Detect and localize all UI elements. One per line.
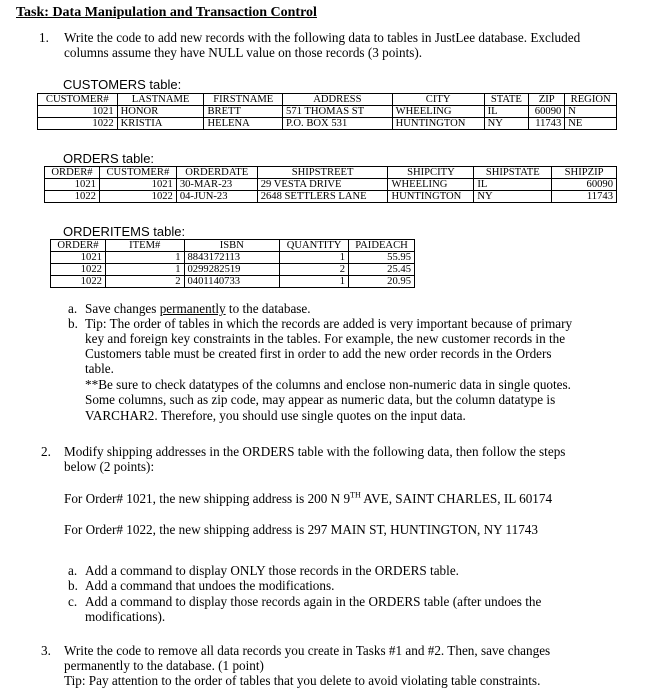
orderitems-cell: 8843172113 <box>184 252 280 264</box>
customers-row <box>38 118 617 130</box>
customers-table-label: CUSTOMERS table: <box>63 77 182 92</box>
orders-row <box>45 179 617 191</box>
q1-text-line1: Write the code to add new records with the following data to tables in JustLee database. Excluded <box>64 30 581 45</box>
orders-header-cell: SHIPCITY <box>388 167 474 179</box>
q2-item-c-line1: Add a command to display those records again in the ORDERS table (after undoes the <box>85 594 542 609</box>
customers-header-row <box>38 94 617 106</box>
orders-cell: 04-JUN-23 <box>176 191 257 203</box>
orderitems-cell: 1021 <box>51 252 106 264</box>
orderitems-table-label: ORDERITEMS table: <box>63 224 186 239</box>
orders-cell: 2648 SETTLERS LANE <box>257 191 388 203</box>
q2-item-c-marker: c. <box>68 594 78 609</box>
orders-cell: 11743 <box>552 191 617 203</box>
orderitems-row <box>51 264 415 276</box>
q2-item-b-text: Add a command that undoes the modifications. <box>85 578 335 593</box>
orderitems-cell: 0401140733 <box>184 276 280 288</box>
q3-text-line1: Write the code to remove all data records you create in Tasks #1 and #2. Then, save changes <box>64 643 551 658</box>
orderitems-header-row <box>51 240 415 252</box>
customers-cell: 571 THOMAS ST <box>283 106 393 118</box>
q1-item-a-text-pre: Save changes <box>85 301 160 316</box>
orders-header-cell: SHIPSTREET <box>257 167 388 179</box>
orderitems-header-cell: ISBN <box>184 240 280 252</box>
orderitems-cell: 2 <box>105 276 184 288</box>
orderitems-table <box>50 239 415 288</box>
orderitems-cell: 1022 <box>51 276 106 288</box>
customers-cell: 1022 <box>38 118 118 130</box>
q3-text-line3: Tip: Pay attention to the order of tables that you delete to avoid violating table constraints. <box>64 673 541 688</box>
orders-header-cell: SHIPZIP <box>552 167 617 179</box>
customers-cell: WHEELING <box>392 106 484 118</box>
q2-item-c-line2: modifications). <box>85 609 166 624</box>
orderitems-header-cell: PAIDEACH <box>349 240 415 252</box>
orders-table <box>44 166 617 203</box>
orderitems-row <box>51 252 415 264</box>
orderitems-header-cell: QUANTITY <box>280 240 349 252</box>
orderitems-row <box>51 276 415 288</box>
orders-cell: IL <box>474 179 552 191</box>
orders-header-row <box>45 167 617 179</box>
orderitems-cell: 55.95 <box>349 252 415 264</box>
orders-header-cell: CUSTOMER# <box>99 167 176 179</box>
q1-item-b-line6: Some columns, such as zip code, may appear as numeric data, but the column datatype is <box>85 392 556 407</box>
orders-cell: 1022 <box>99 191 176 203</box>
orders-cell: NY <box>474 191 552 203</box>
customers-header-cell: CITY <box>392 94 484 106</box>
orders-cell: WHEELING <box>388 179 474 191</box>
q3-text-line2: permanently to the database. (1 point) <box>64 658 264 673</box>
q2-text-line2: below (2 points): <box>64 459 155 474</box>
customers-row <box>38 106 617 118</box>
q2-order1021-text-pre: For Order# 1021, the new shipping address is 200 N 9 <box>64 491 351 506</box>
customers-cell: HONOR <box>117 106 204 118</box>
customers-header-cell: LASTNAME <box>117 94 204 106</box>
orderitems-header-cell: ORDER# <box>51 240 106 252</box>
orders-cell: 1022 <box>45 191 100 203</box>
q2-item-a-marker: a. <box>68 563 78 578</box>
task-title: Task: Data Manipulation and Transaction Control <box>16 5 317 20</box>
orderitems-cell: 0299282519 <box>184 264 280 276</box>
orderitems-cell: 1 <box>105 264 184 276</box>
orders-cell: 29 VESTA DRIVE <box>257 179 388 191</box>
q1-item-a-marker: a. <box>68 301 78 316</box>
customers-cell: P.O. BOX 531 <box>283 118 393 130</box>
q1-item-b-line2: key and foreign key constraints in the tables. For example, the new customer records in the <box>85 331 566 346</box>
orderitems-cell: 1 <box>105 252 184 264</box>
orders-cell: HUNTINGTON <box>388 191 474 203</box>
customers-header-cell: REGION <box>565 94 617 106</box>
q1-item-b-line5: **Be sure to check datatypes of the columns and enclose non-numeric data in single quotes. <box>85 377 571 392</box>
q3-number: 3. <box>41 643 51 658</box>
orders-header-cell: ORDER# <box>45 167 100 179</box>
customers-cell: BRETT <box>204 106 283 118</box>
customers-header-cell: CUSTOMER# <box>38 94 118 106</box>
q2-order1021-superscript: TH <box>350 490 361 500</box>
q1-number: 1. <box>39 30 49 45</box>
customers-cell: HUNTINGTON <box>392 118 484 130</box>
orderitems-cell: 1022 <box>51 264 106 276</box>
q1-item-b-line3: Customers table must be created first in order to add the new order records in the Orders <box>85 346 552 361</box>
q2-order1021-text-post: AVE, SAINT CHARLES, IL 60174 <box>360 491 553 506</box>
orders-cell: 60090 <box>552 179 617 191</box>
q2-order1022-address: For Order# 1022, the new shipping address is 297 MAIN ST, HUNTINGTON, NY 11743 <box>64 522 538 537</box>
customers-cell: 1021 <box>38 106 118 118</box>
customers-cell: 60090 <box>529 106 565 118</box>
q1-item-a-text-post: to the database. <box>225 301 311 316</box>
q1-item-b-line4: table. <box>85 361 114 376</box>
customers-cell: N <box>565 106 617 118</box>
orderitems-cell: 1 <box>280 276 349 288</box>
customers-header-cell: FIRSTNAME <box>204 94 283 106</box>
q2-item-b-marker: b. <box>68 578 78 593</box>
customers-cell: NY <box>484 118 528 130</box>
orderitems-cell: 1 <box>280 252 349 264</box>
orders-table-label: ORDERS table: <box>63 151 155 166</box>
customers-header-cell: STATE <box>484 94 528 106</box>
orderitems-header-cell: ITEM# <box>105 240 184 252</box>
customers-cell: IL <box>484 106 528 118</box>
customers-table <box>37 93 617 130</box>
customers-cell: KRISTIA <box>117 118 204 130</box>
orders-row <box>45 191 617 203</box>
q2-number: 2. <box>41 444 51 459</box>
q1-item-b-line7: VARCHAR2. Therefore, you should use single quotes on the input data. <box>85 408 466 423</box>
customers-cell: HELENA <box>204 118 283 130</box>
orders-cell: 1021 <box>45 179 100 191</box>
orders-header-cell: ORDERDATE <box>176 167 257 179</box>
orders-cell: 1021 <box>99 179 176 191</box>
orders-cell: 30-MAR-23 <box>176 179 257 191</box>
orderitems-cell: 2 <box>280 264 349 276</box>
q1-item-b-marker: b. <box>68 316 78 331</box>
q2-item-a-text: Add a command to display ONLY those records in the ORDERS table. <box>85 563 459 578</box>
orderitems-cell: 20.95 <box>349 276 415 288</box>
orders-header-cell: SHIPSTATE <box>474 167 552 179</box>
customers-header-cell: ZIP <box>529 94 565 106</box>
q2-order1021-address <box>64 491 552 507</box>
orderitems-cell: 25.45 <box>349 264 415 276</box>
customers-cell: NE <box>565 118 617 130</box>
q1-text-line2: columns assume they have NULL value on those records (3 points). <box>64 45 423 60</box>
customers-header-cell: ADDRESS <box>283 94 393 106</box>
q1-item-a-underlined: permanently <box>159 301 226 316</box>
customers-cell: 11743 <box>529 118 565 130</box>
q2-text-line1: Modify shipping addresses in the ORDERS table with the following data, then follow the steps <box>64 444 566 459</box>
q1-item-b-line1: Tip: The order of tables in which the records are added is very important because of primary <box>85 316 573 331</box>
